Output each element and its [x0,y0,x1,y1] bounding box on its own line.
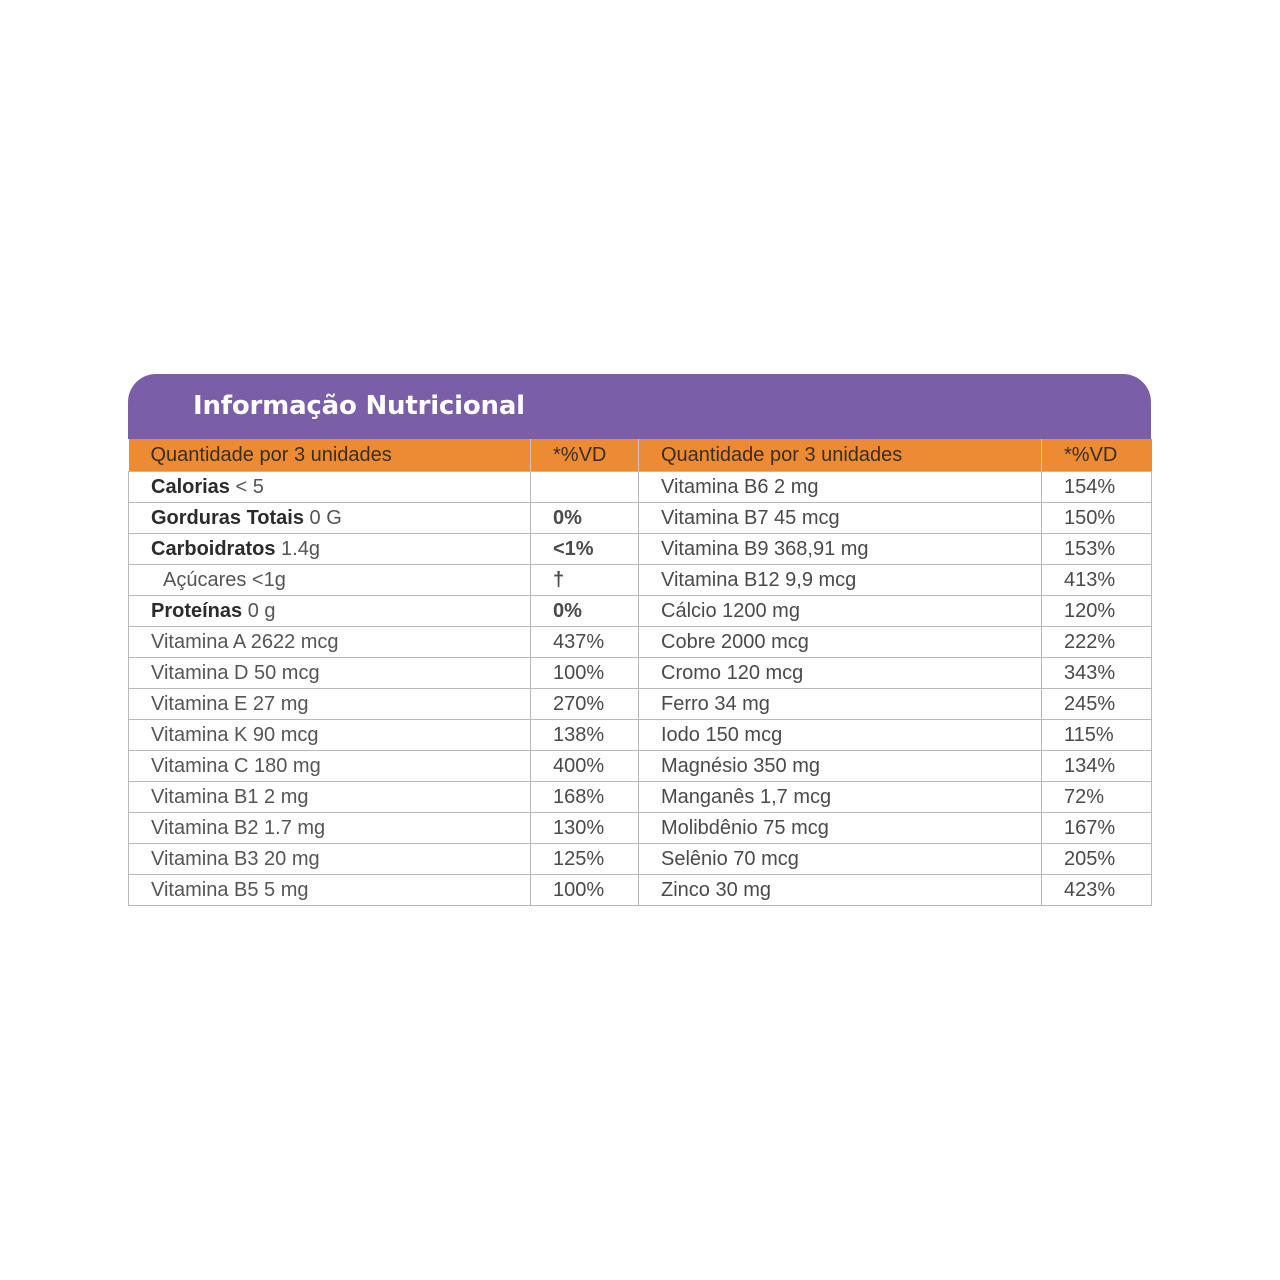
nutrient-left-label [129,813,531,844]
table-row [129,503,1152,534]
nutrient-amount: Açúcares <1g [163,568,286,591]
table-row [129,472,1152,503]
nutrient-right-label: Vitamina B7 45 mcg [639,503,1042,534]
nutrient-right-vd: 153% [1042,534,1152,565]
table-row [129,844,1152,875]
nutrient-left-label [129,472,531,503]
table-row [129,627,1152,658]
nutrient-right-label: Manganês 1,7 mcg [639,782,1042,813]
nutrient-left-label [129,658,531,689]
nutrient-left-label [129,689,531,720]
table-header [129,439,1152,472]
nutrient-right-label: Magnésio 350 mg [639,751,1042,782]
nutrient-right-label: Vitamina B12 9,9 mcg [639,565,1042,596]
nutrient-amount: 1.4g [275,537,320,560]
nutrient-left-vd: 125% [531,844,639,875]
nutrient-left-vd: 100% [531,658,639,689]
nutrient-amount: Vitamina B3 20 mg [151,847,320,870]
header-vd-right: *%VD [1042,439,1152,472]
nutrient-left-label [129,534,531,565]
nutrient-right-vd: 115% [1042,720,1152,751]
nutrient-right-label: Iodo 150 mcg [639,720,1042,751]
nutrient-right-label: Ferro 34 mg [639,689,1042,720]
table-row [129,596,1152,627]
nutrient-right-label: Vitamina B9 368,91 mg [639,534,1042,565]
nutrient-amount: Vitamina B2 1.7 mg [151,816,326,839]
header-quantity-left: Quantidade por 3 unidades [129,439,531,472]
nutrient-left-label [129,751,531,782]
nutrient-right-label: Zinco 30 mg [639,875,1042,906]
nutrient-right-label: Molibdênio 75 mcg [639,813,1042,844]
nutrition-title: Informação Nutricional [193,391,525,421]
nutrient-name: Proteínas [151,599,243,622]
nutrient-left-vd: † [531,565,639,596]
nutrient-left-label [129,844,531,875]
nutrient-right-vd: 154% [1042,472,1152,503]
nutrient-right-vd: 413% [1042,565,1152,596]
table-row [129,813,1152,844]
table-row [129,720,1152,751]
nutrient-left-vd: 138% [531,720,639,751]
nutrient-right-vd: 150% [1042,503,1152,534]
nutrient-right-label: Cromo 120 mcg [639,658,1042,689]
nutrient-name: Carboidratos [151,537,276,560]
header-vd-left: *%VD [531,439,639,472]
table-row [129,534,1152,565]
nutrient-right-vd: 423% [1042,875,1152,906]
nutrient-right-vd: 343% [1042,658,1152,689]
nutrient-amount: Vitamina B1 2 mg [151,785,309,808]
nutrient-right-vd: 167% [1042,813,1152,844]
nutrient-left-label [129,720,531,751]
table-body [129,472,1152,906]
table-row [129,751,1152,782]
nutrient-right-label: Cobre 2000 mcg [639,627,1042,658]
nutrition-table [128,439,1152,906]
nutrient-right-vd: 205% [1042,844,1152,875]
nutrient-left-vd: 0% [531,596,639,627]
header-quantity-right: Quantidade por 3 unidades [639,439,1042,472]
nutrient-left-vd: 100% [531,875,639,906]
nutrient-left-label [129,596,531,627]
nutrient-right-vd: 72% [1042,782,1152,813]
nutrient-amount: Vitamina A 2622 mcg [151,630,339,653]
header-row [129,439,1152,472]
nutrient-amount: Vitamina D 50 mcg [151,661,320,684]
nutrient-amount: Vitamina E 27 mg [151,692,309,715]
nutrient-left-vd: <1% [531,534,639,565]
nutrient-right-vd: 222% [1042,627,1152,658]
table-row [129,565,1152,596]
nutrient-amount: Vitamina K 90 mcg [151,723,319,746]
nutrient-left-label [129,627,531,658]
nutrient-right-label: Cálcio 1200 mg [639,596,1042,627]
nutrient-amount: < 5 [229,475,264,498]
table-row [129,689,1152,720]
nutrient-left-vd: 168% [531,782,639,813]
table-row [129,658,1152,689]
nutrient-left-label [129,782,531,813]
table-row [129,875,1152,906]
nutrient-amount: Vitamina B5 5 mg [151,878,309,901]
nutrient-amount: 0 G [304,506,342,529]
nutrition-facts-panel [128,374,1151,906]
nutrient-amount: Vitamina C 180 mg [151,754,321,777]
nutrient-right-label: Selênio 70 mcg [639,844,1042,875]
nutrient-left-vd: 400% [531,751,639,782]
nutrient-left-label [129,565,531,596]
nutrient-left-vd: 130% [531,813,639,844]
nutrient-name: Gorduras Totais [151,506,304,529]
nutrient-right-vd: 245% [1042,689,1152,720]
nutrient-right-vd: 134% [1042,751,1152,782]
nutrient-left-vd: 437% [531,627,639,658]
nutrient-left-label [129,503,531,534]
nutrient-amount: 0 g [242,599,276,622]
nutrient-left-vd [531,472,639,503]
table-row [129,782,1152,813]
nutrient-right-label: Vitamina B6 2 mg [639,472,1042,503]
nutrient-left-vd: 270% [531,689,639,720]
nutrient-left-vd: 0% [531,503,639,534]
nutrient-right-vd: 120% [1042,596,1152,627]
title-bar [128,374,1151,439]
nutrient-name: Calorias [151,475,230,498]
nutrient-left-label [129,875,531,906]
